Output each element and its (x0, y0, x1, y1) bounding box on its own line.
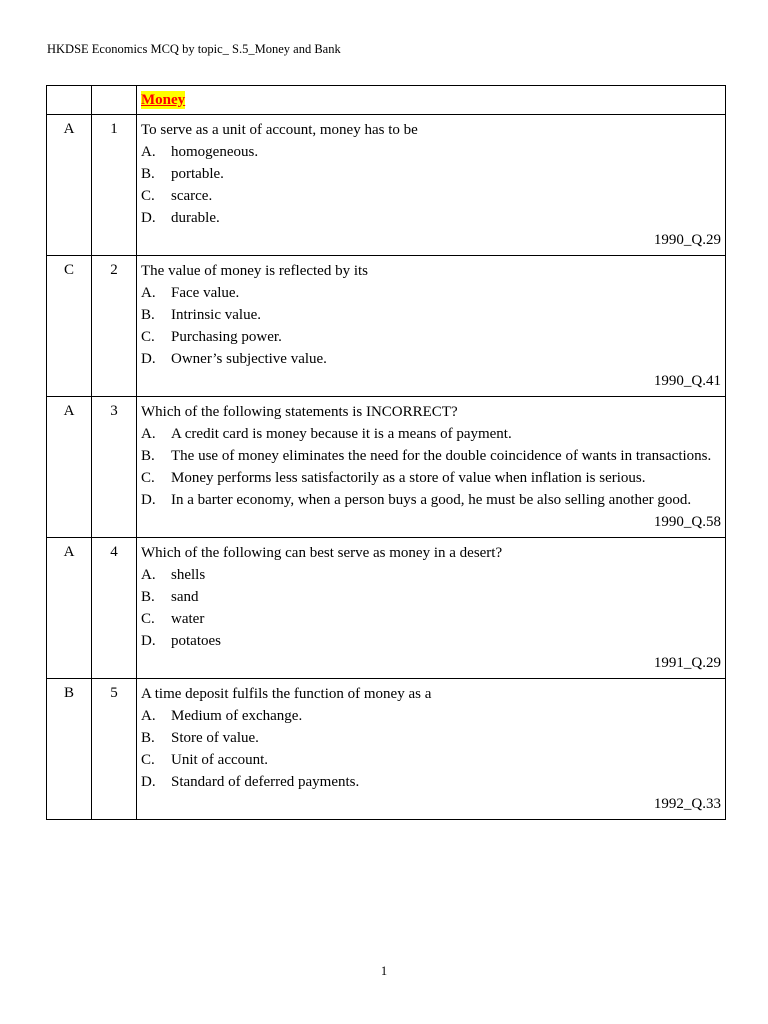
question-content (137, 115, 726, 256)
option-letter: A. (141, 708, 156, 724)
answer-key: B (47, 679, 92, 820)
question-number: 1 (92, 115, 137, 256)
option-letter: A. (141, 567, 156, 583)
answer-key: A (47, 115, 92, 256)
question-number: 5 (92, 679, 137, 820)
option-letter: B. (141, 589, 155, 605)
question-source: 1990_Q.58 (653, 514, 721, 530)
option-letter: C. (141, 329, 155, 345)
question-content (137, 679, 726, 820)
option-b (141, 727, 721, 749)
option-letter: B. (141, 166, 155, 182)
option-letter: C. (141, 752, 155, 768)
option-b (141, 163, 721, 185)
option-d (141, 489, 721, 511)
option-d (141, 630, 721, 652)
option-d (141, 207, 721, 229)
option-c (141, 326, 721, 348)
question-row (47, 397, 726, 538)
question-row (47, 256, 726, 397)
option-text: Unit of account. (171, 752, 269, 768)
question-number: 2 (92, 256, 137, 397)
option-text: Intrinsic value. (171, 307, 261, 323)
question-content (137, 397, 726, 538)
option-b (141, 445, 721, 467)
option-text: A credit card is money because it is a means of payment. (171, 426, 512, 442)
answer-key: C (47, 256, 92, 397)
option-d (141, 348, 721, 370)
option-text: durable. (171, 210, 220, 226)
option-letter: C. (141, 611, 155, 627)
question-stem: Which of the following can best serve as money in a desert? (141, 545, 503, 561)
option-text: portable. (171, 166, 224, 182)
option-a (141, 282, 721, 304)
option-text: In a barter economy, when a person buys a good, he must be also selling another good. (171, 492, 692, 508)
question-row (47, 679, 726, 820)
mcq-table (46, 85, 726, 820)
option-text: The use of money eliminates the need for the double coincidence of wants in transactions. (171, 448, 712, 464)
option-text: Store of value. (171, 730, 259, 746)
question-stem: To serve as a unit of account, money has to be (141, 122, 418, 138)
option-a (141, 705, 721, 727)
option-text: Medium of exchange. (171, 708, 303, 724)
option-letter: D. (141, 633, 156, 649)
option-letter: D. (141, 492, 156, 508)
question-number: 4 (92, 538, 137, 679)
section-title-row (47, 86, 726, 115)
option-text: Money performs less satisfactorily as a store of value when inflation is serious. (171, 470, 646, 486)
option-letter: A. (141, 144, 156, 160)
option-text: homogeneous. (171, 144, 259, 160)
question-stem: Which of the following statements is INCORRECT? (141, 404, 458, 420)
answer-key: A (47, 538, 92, 679)
option-letter: A. (141, 285, 156, 301)
option-text: Standard of deferred payments. (171, 774, 360, 790)
option-b (141, 304, 721, 326)
section-title: Money (141, 92, 186, 108)
answer-key: A (47, 397, 92, 538)
option-letter: A. (141, 426, 156, 442)
question-source: 1990_Q.29 (653, 232, 721, 248)
option-text: water (171, 611, 205, 627)
option-letter: D. (141, 774, 156, 790)
option-letter: B. (141, 730, 155, 746)
option-letter: C. (141, 470, 155, 486)
question-content (137, 256, 726, 397)
question-source: 1992_Q.33 (653, 796, 721, 812)
empty-cell (92, 86, 137, 115)
option-text: scarce. (171, 188, 213, 204)
question-row (47, 115, 726, 256)
question-stem: A time deposit fulfils the function of money as a (141, 686, 432, 702)
option-c (141, 467, 721, 489)
option-letter: D. (141, 351, 156, 367)
option-text: Purchasing power. (171, 329, 282, 345)
section-title-cell (137, 86, 726, 115)
page-number: 1 (380, 964, 388, 978)
option-a (141, 423, 721, 445)
question-stem: The value of money is reflected by its (141, 263, 369, 279)
question-number: 3 (92, 397, 137, 538)
option-text: sand (171, 589, 199, 605)
question-content (137, 538, 726, 679)
option-text: Face value. (171, 285, 240, 301)
empty-cell (47, 86, 92, 115)
option-c (141, 749, 721, 771)
option-a (141, 141, 721, 163)
option-b (141, 586, 721, 608)
option-text: shells (171, 567, 206, 583)
page-header: HKDSE Economics MCQ by topic_ S.5_Money and Bank (47, 42, 341, 56)
option-c (141, 185, 721, 207)
option-a (141, 564, 721, 586)
option-letter: D. (141, 210, 156, 226)
option-d (141, 771, 721, 793)
option-letter: B. (141, 448, 155, 464)
question-source: 1990_Q.41 (653, 373, 721, 389)
option-c (141, 608, 721, 630)
option-letter: B. (141, 307, 155, 323)
option-text: Owner’s subjective value. (171, 351, 327, 367)
option-text: potatoes (171, 633, 221, 649)
question-source: 1991_Q.29 (653, 655, 721, 671)
option-letter: C. (141, 188, 155, 204)
question-row (47, 538, 726, 679)
